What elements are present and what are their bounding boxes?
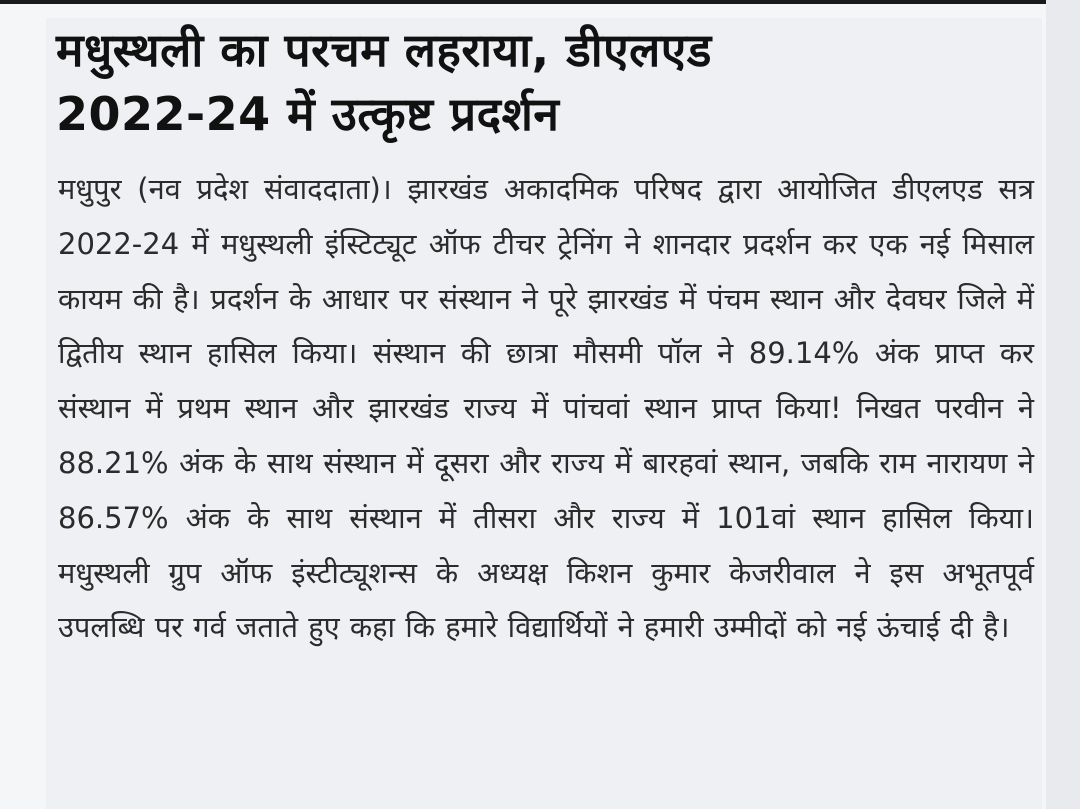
headline-line-2: 2022-24 में उत्कृष्ट प्रदर्शन: [56, 87, 560, 141]
right-margin-strip: [1046, 0, 1080, 809]
article-headline: [46, 18, 1042, 146]
newspaper-clipping: [46, 18, 1042, 809]
article-body: मधुपुर (नव प्रदेश संवाददाता)। झारखंड अकादमिक परिषद द्वारा आयोजित डीएलएड सत्र 2022-24 में मधुस्थली इंस्टिट्यूट ऑफ टीचर ट्रेनिंग ने शानदार प्रदर्शन कर एक नई मिसाल कायम की है। प्रदर्शन के आधार पर संस्थान ने पूरे झारखंड में पंचम स्थान और देवघर जिले में द्वितीय स्थान हासिल किया। संस्थान की छात्रा मौसमी पॉल ने 89.14% अंक प्राप्त कर संस्थान में प्रथम स्थान और झारखंड राज्य में पांचवां स्थान प्राप्त किया! निखत परवीन ने 88.21% अंक के साथ संस्थान में दूसरा और राज्य में बारहवां स्थान, जबकि राम नारायण ने 86.57% अंक के साथ संस्थान में तीसरा और राज्य में 101वां स्थान हासिल किया। मधुस्थली ग्रुप ऑफ इंस्टीट्यूशन्स के अध्यक्ष किशन कुमार केजरीवाल ने इस अभूतपूर्व उपलब्धि पर गर्व जताते हुए कहा कि हमारे विद्यार्थियों ने हमारी उम्मीदों को नई ऊंचाई दी है।: [58, 172, 1034, 645]
top-border-rule: [0, 0, 1080, 4]
headline-line-1: मधुस्थली का परचम लहराया, डीएलएड: [56, 23, 712, 77]
